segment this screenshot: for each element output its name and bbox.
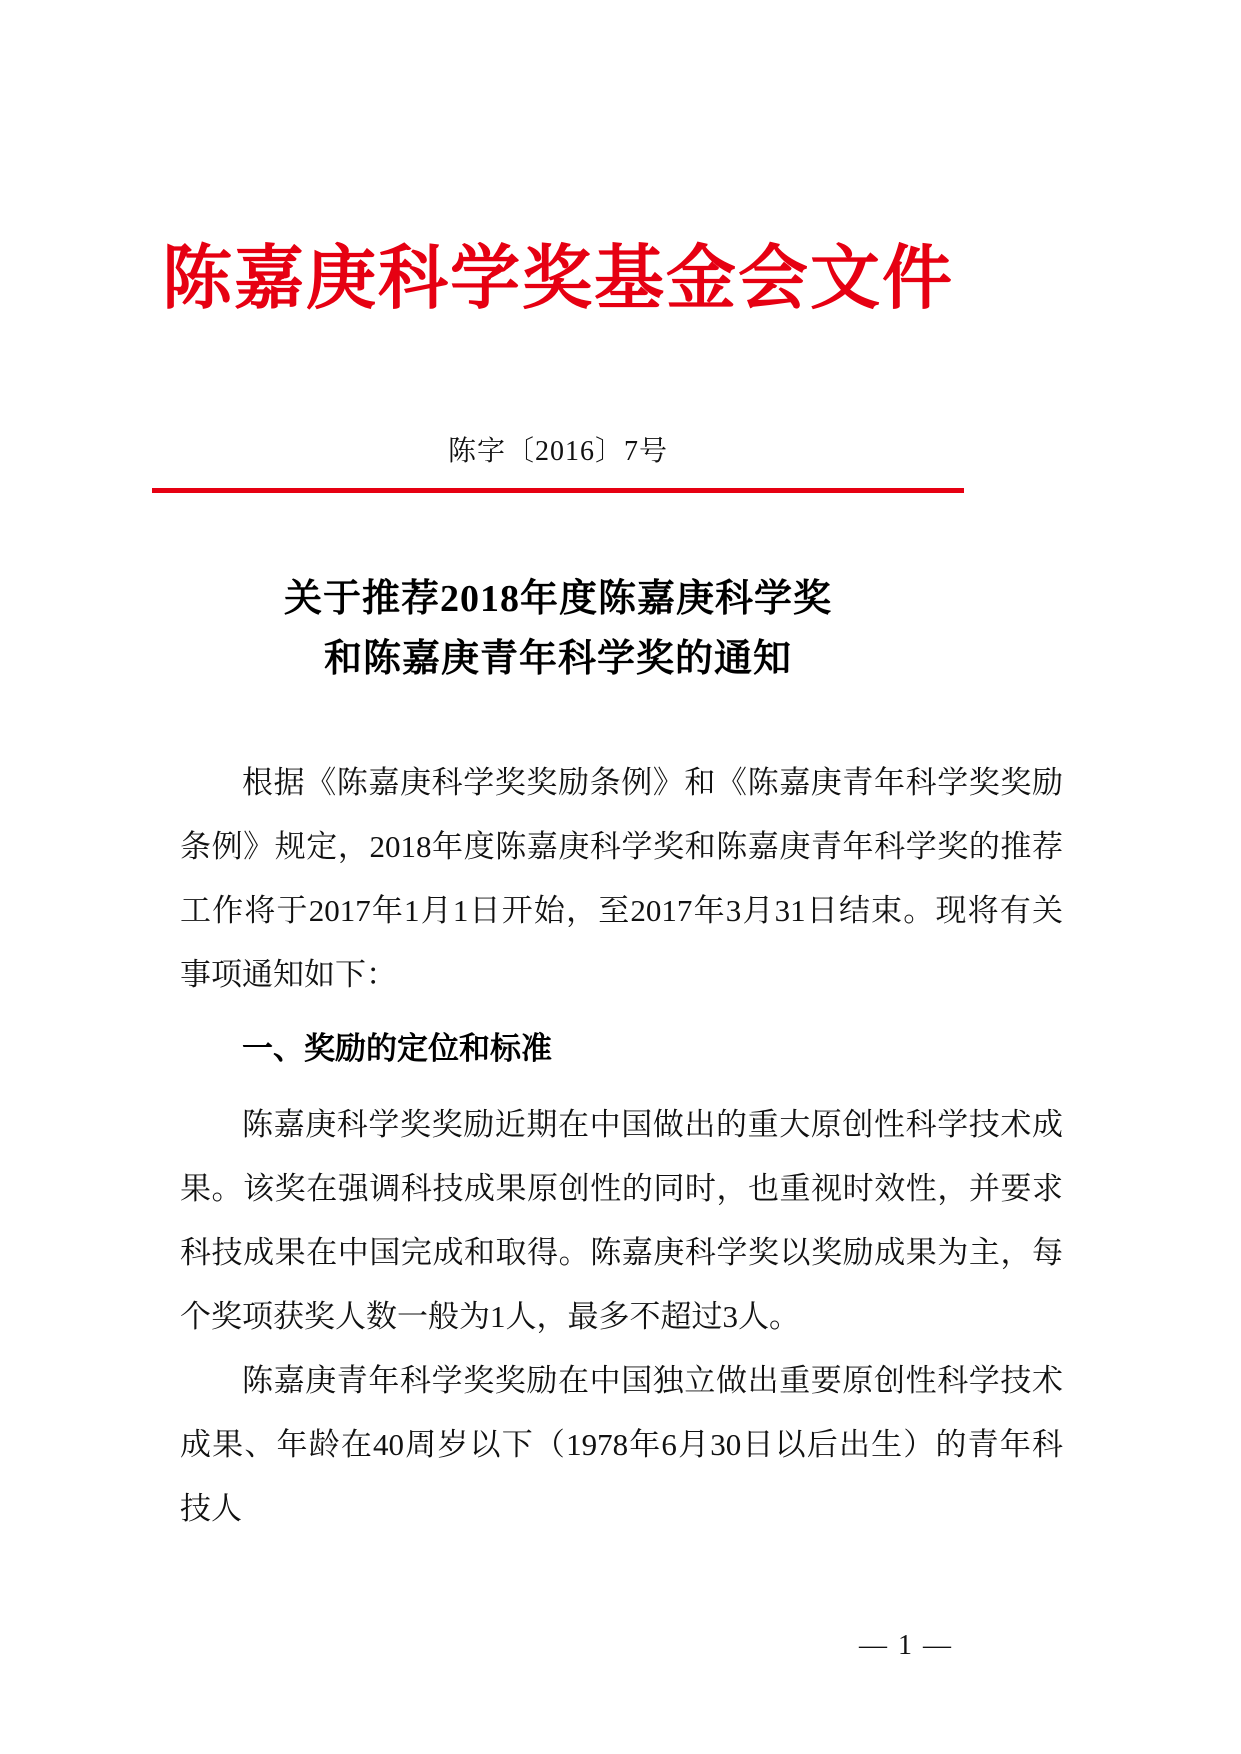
org-title: 陈嘉庚科学奖基金会文件 xyxy=(162,241,954,318)
notice-title xyxy=(152,569,964,689)
document-body xyxy=(180,751,1063,1541)
notice-title-line1: 关于推荐2018年度陈嘉庚科学奖 xyxy=(283,578,832,620)
doc-number: 陈字〔2016〕7号 xyxy=(447,436,668,467)
section-heading-1: 一、奖励的定位和标准 xyxy=(242,1031,552,1066)
paragraph-intro: 根据《陈嘉庚科学奖奖励条例》和《陈嘉庚青年科学奖奖励条例》规定，2018年度陈嘉庚科学奖和陈嘉庚青年科学奖的推荐工作将于2017年1月1日开始，至2017年3月31日结束。现将有关事项通知如下： xyxy=(180,765,1063,992)
notice-title-line2: 和陈嘉庚青年科学奖的通知 xyxy=(323,638,792,680)
red-divider-line xyxy=(152,488,964,493)
document-header xyxy=(152,238,964,493)
paragraph-young-award: 陈嘉庚青年科学奖奖励在中国独立做出重要原创性科学技术成果、年龄在40周岁以下（1978年6月30日以后出生）的青年科技人 xyxy=(180,1363,1063,1526)
page-number: — 1 — xyxy=(859,1630,953,1661)
paragraph-award-criteria: 陈嘉庚科学奖奖励近期在中国做出的重大原创性科学技术成果。该奖在强调科技成果原创性的同时，也重视时效性，并要求科技成果在中国完成和取得。陈嘉庚科学奖以奖励成果为主，每个奖项获奖人数一般为1人，最多不超过3人。 xyxy=(180,1107,1063,1334)
